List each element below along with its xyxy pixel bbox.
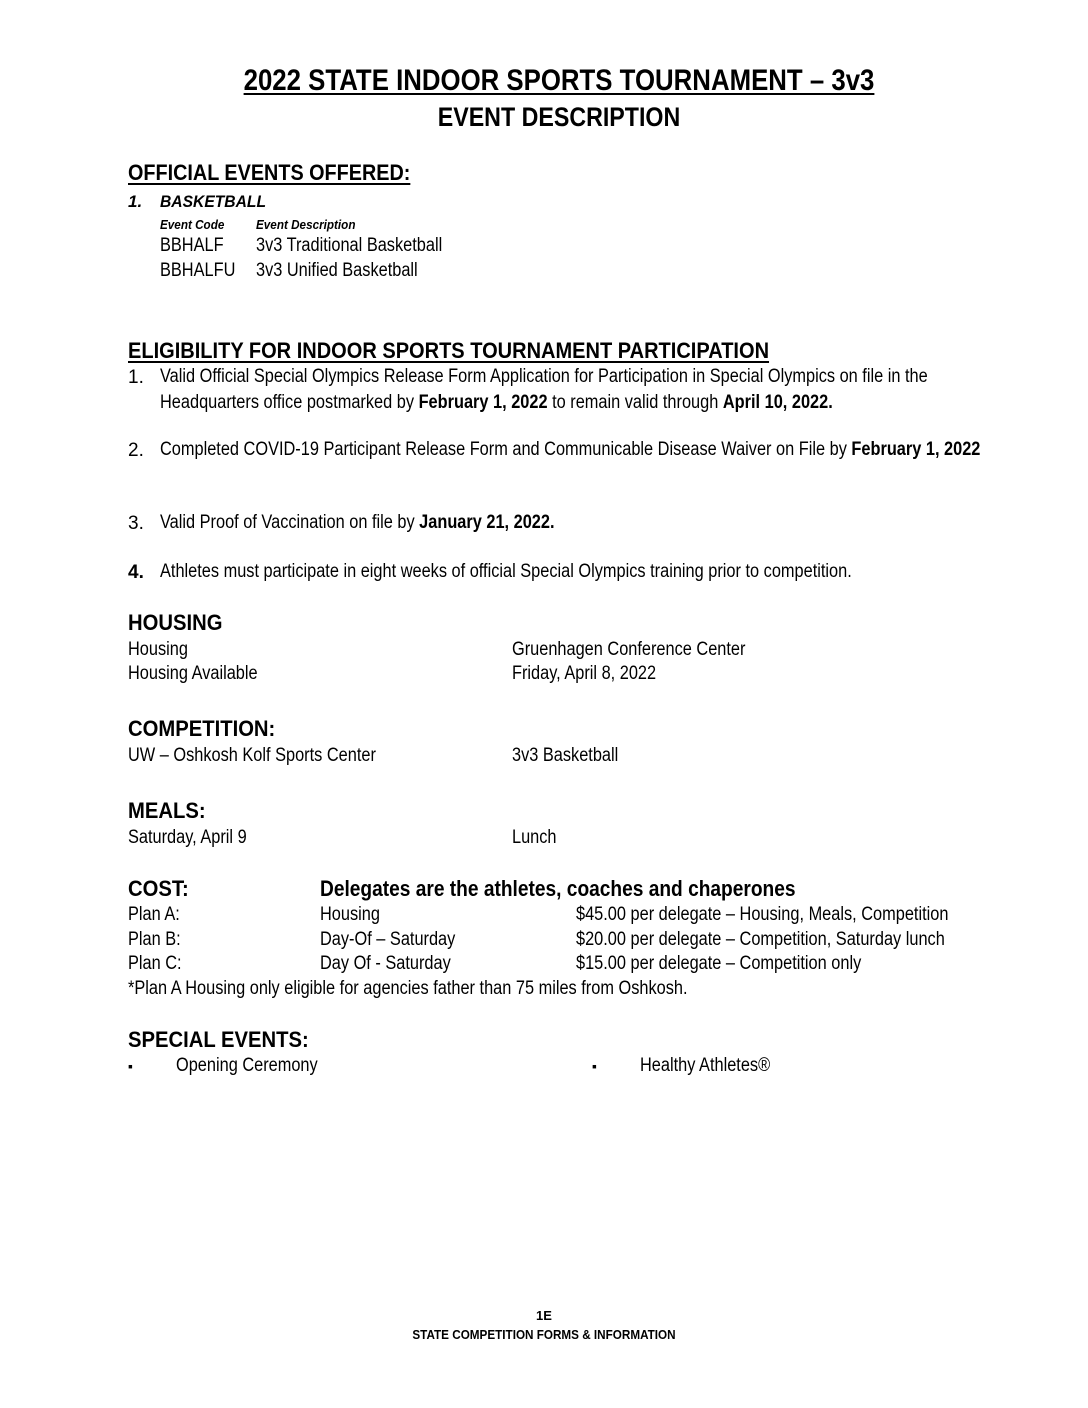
cost-plan-price: $15.00 per delegate – Competition only — [576, 953, 862, 974]
competition-event: 3v3 Basketball — [512, 745, 619, 766]
sport-number: 1. — [128, 192, 143, 211]
eligibility-heading: ELIGIBILITY FOR INDOOR SPORTS TOURNAMENT PARTICIPATION — [128, 338, 770, 363]
meals-day: Saturday, April 9 — [128, 827, 247, 848]
housing-value: Friday, April 8, 2022 — [512, 663, 657, 684]
event-description-column-header: Event Description — [256, 217, 356, 232]
eligibility-item-number: 4. — [128, 562, 144, 583]
bullet-icon: ▪ — [128, 1058, 133, 1074]
eligibility-item-3: Valid Proof of Vaccination on file by January 21, 2022. — [160, 512, 555, 533]
bullet-icon: ▪ — [592, 1058, 597, 1074]
event-code-column-header: Event Code — [160, 217, 225, 232]
housing-value: Gruenhagen Conference Center — [512, 639, 746, 660]
footer-section-title: STATE COMPETITION FORMS & INFORMATION — [412, 1327, 676, 1342]
eligibility-item-number: 2. — [128, 440, 144, 461]
meals-meal: Lunch — [512, 827, 557, 848]
housing-heading: HOUSING — [128, 610, 223, 635]
eligibility-item-number: 3. — [128, 513, 144, 534]
eligibility-item-number: 1. — [128, 367, 144, 388]
event-description: 3v3 Traditional Basketball — [256, 235, 443, 256]
special-event-item: Healthy Athletes® — [640, 1055, 771, 1076]
competition-heading: COMPETITION: — [128, 716, 276, 741]
cost-plan-label: Plan C: — [128, 953, 182, 974]
cost-plan-label: Plan A: — [128, 904, 180, 925]
cost-plan-type: Day Of - Saturday — [320, 953, 451, 974]
meals-heading: MEALS: — [128, 798, 206, 823]
cost-delegates-note: Delegates are the athletes, coaches and chaperones — [320, 876, 796, 901]
cost-plan-price: $45.00 per delegate – Housing, Meals, Competition — [576, 904, 949, 925]
housing-label: Housing Available — [128, 663, 258, 684]
event-description: 3v3 Unified Basketball — [256, 260, 418, 281]
housing-label: Housing — [128, 639, 188, 660]
event-code: BBHALF — [160, 235, 224, 256]
cost-plan-label: Plan B: — [128, 929, 181, 950]
cost-plan-type: Day-Of – Saturday — [320, 929, 456, 950]
eligibility-item-4: Athletes must participate in eight weeks of official Special Olympics training prior to competition. — [160, 561, 852, 582]
event-code: BBHALFU — [160, 260, 236, 281]
cost-footnote: *Plan A Housing only eligible for agencies father than 75 miles from Oshkosh. — [128, 978, 688, 999]
cost-plan-type: Housing — [320, 904, 380, 925]
official-events-heading: OFFICIAL EVENTS OFFERED: — [128, 160, 411, 185]
cost-heading: COST: — [128, 876, 189, 901]
sport-name: BASKETBALL — [160, 192, 267, 211]
special-event-item: Opening Ceremony — [176, 1055, 318, 1076]
footer-page-code: 1E — [536, 1308, 552, 1323]
eligibility-item-1: Valid Official Special Olympics Release Form Application for Participation in Special Olympics on file in the Headquarters office postmarked by February 1, 2022 to remain valid through April 10, 2022. — [160, 366, 928, 413]
cost-plan-price: $20.00 per delegate – Competition, Saturday lunch — [576, 929, 945, 950]
special-events-heading: SPECIAL EVENTS: — [128, 1027, 309, 1052]
document-title: 2022 STATE INDOOR SPORTS TOURNAMENT – 3v3 — [243, 64, 875, 97]
eligibility-item-2: Completed COVID-19 Participant Release Form and Communicable Disease Waiver on File by February 1, 2022 — [160, 439, 981, 460]
competition-venue: UW – Oshkosh Kolf Sports Center — [128, 745, 376, 766]
document-subtitle: EVENT DESCRIPTION — [437, 102, 681, 132]
